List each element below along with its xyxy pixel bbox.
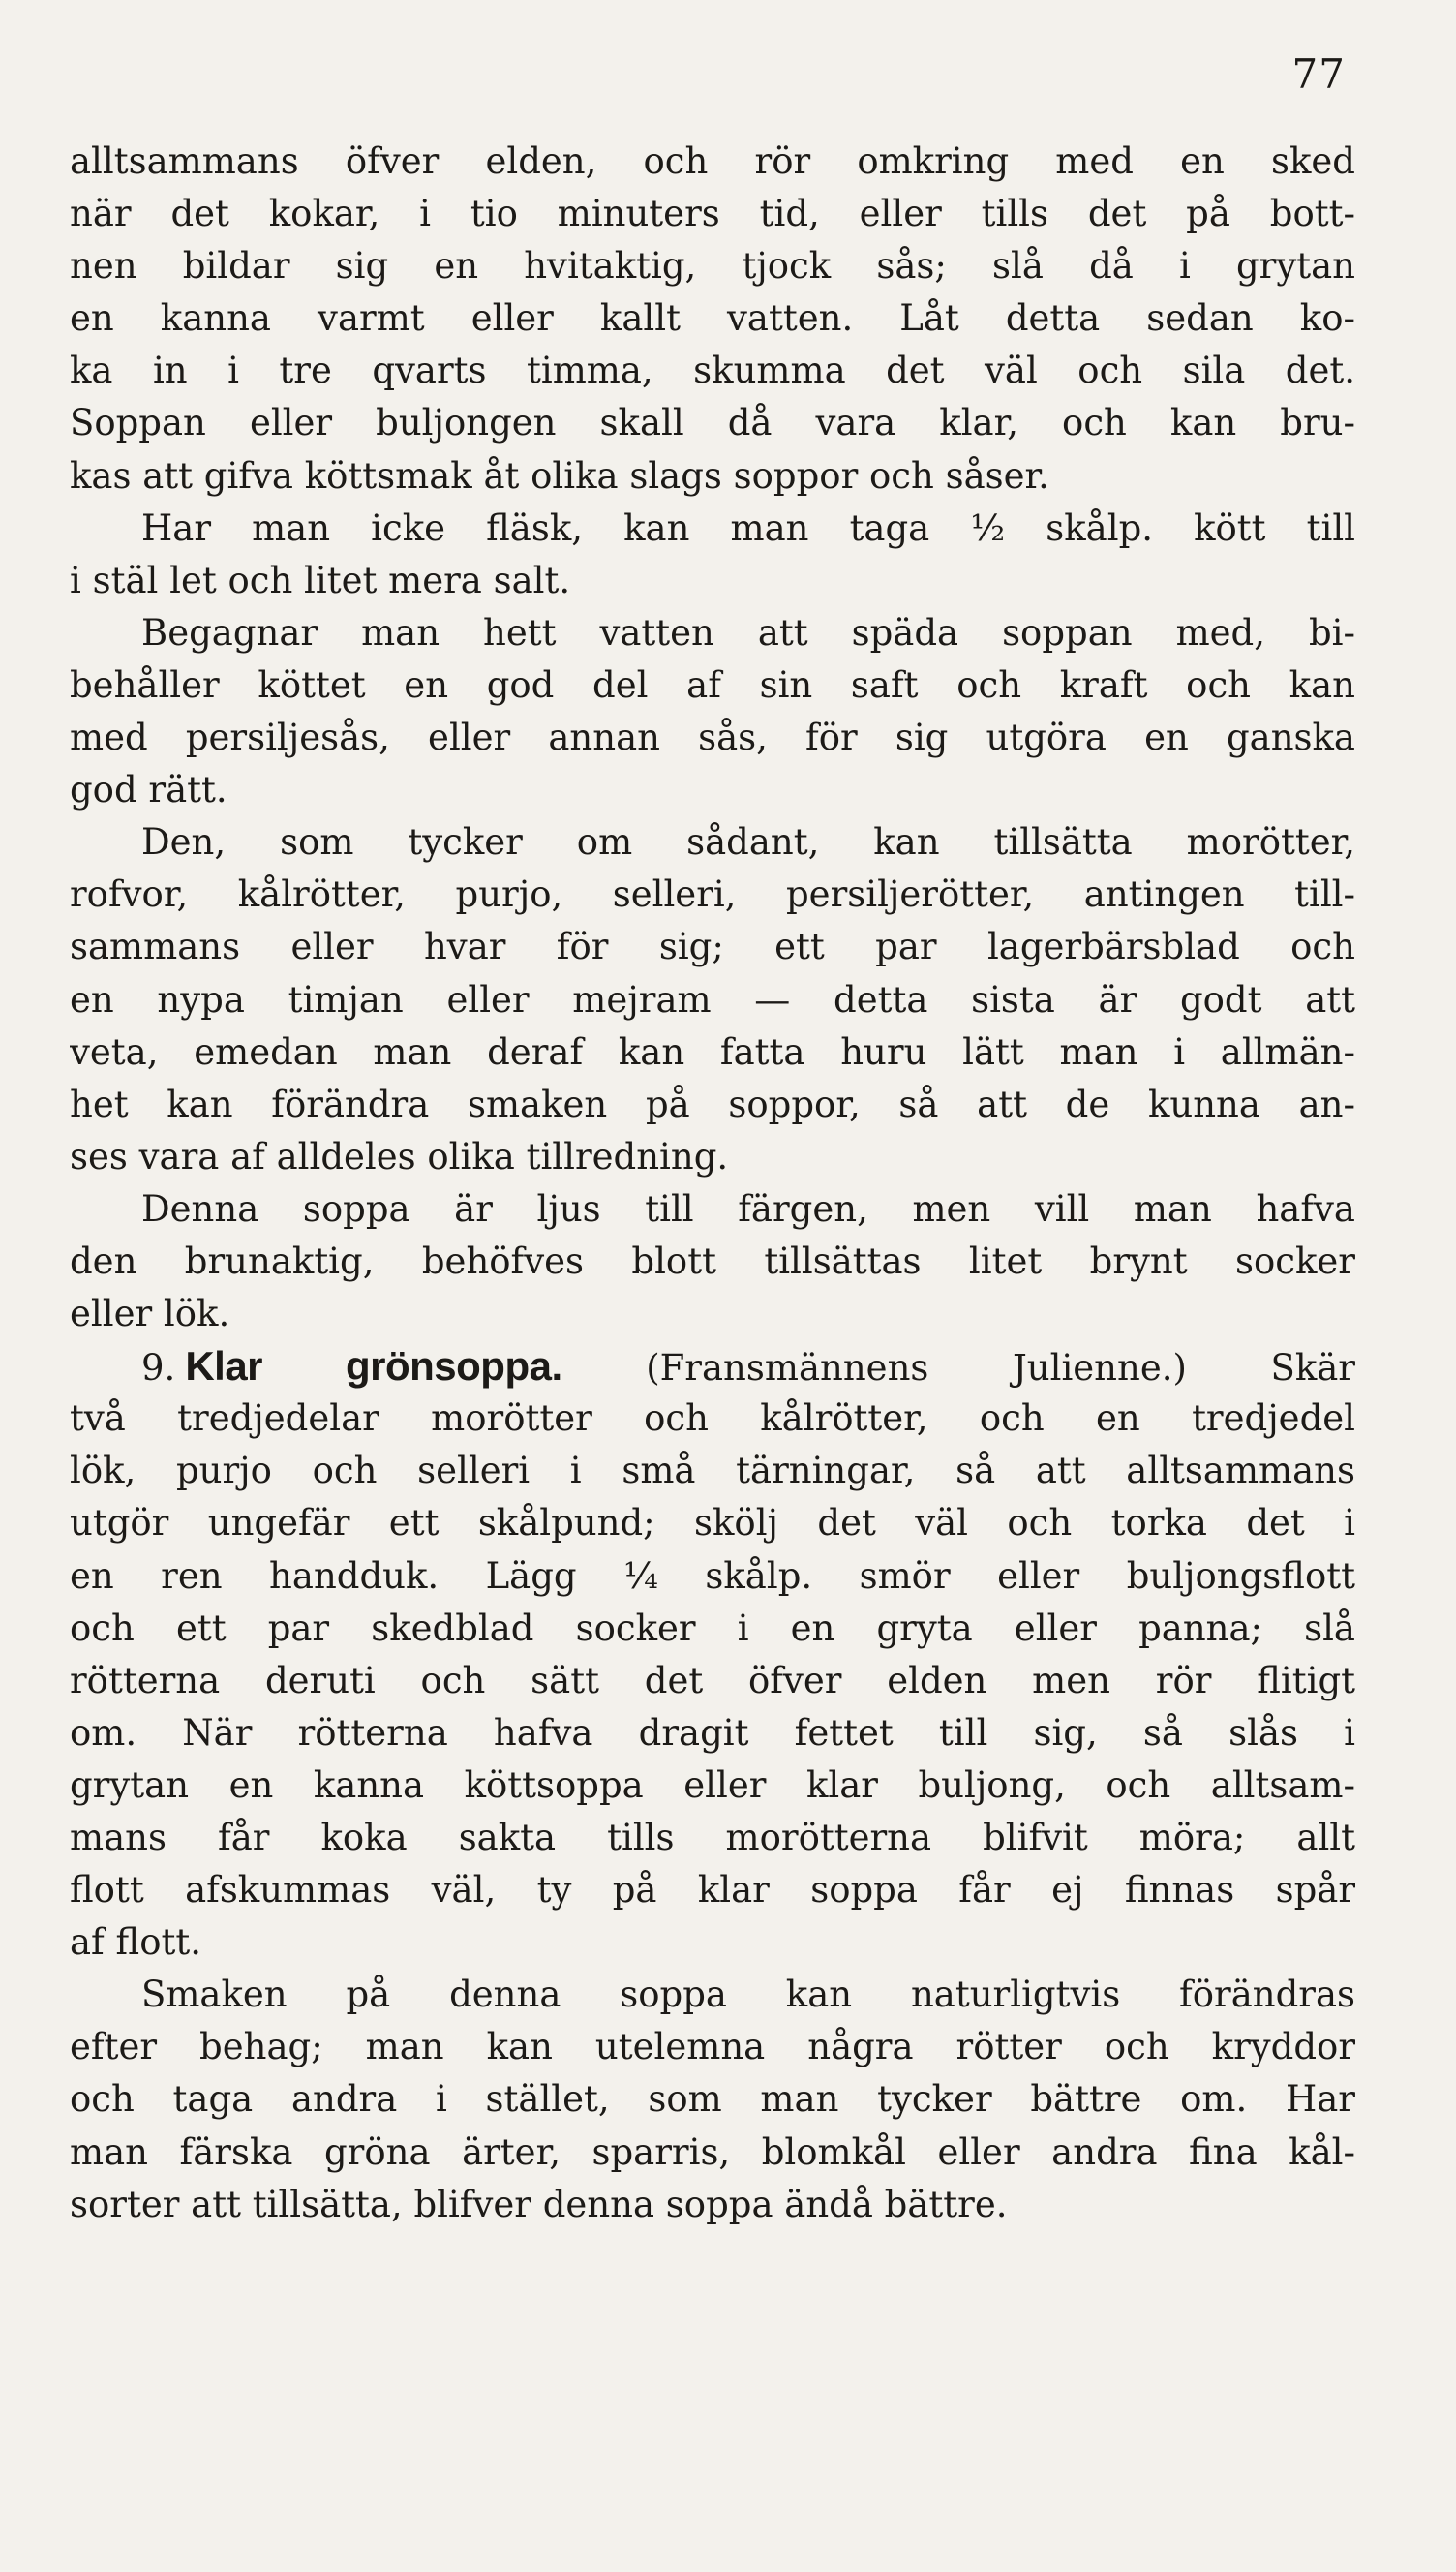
text-line: het kan förändra smaken på soppor, så att de kunna an- — [70, 1083, 1355, 1125]
text-line: Har man icke fläsk, kan man taga ½ skålp. kött till — [141, 506, 1355, 549]
text-line: om. När rötterna hafva dragit fettet till sig, så slås i — [70, 1711, 1355, 1754]
page-number: 77 — [1291, 50, 1346, 98]
text-line: i stäl let och litet mera salt. — [70, 559, 571, 601]
text-line: man färska gröna ärter, sparris, blomkål eller andra fina kål- — [70, 2130, 1355, 2173]
text-line: kas att gifva köttsmak åt olika slags soppor och såser. — [70, 454, 1049, 497]
text-line: behåller köttet en god del af sin saft och kraft och kan — [70, 663, 1355, 706]
text-line: rofvor, kålrötter, purjo, selleri, persiljerötter, antingen till- — [70, 873, 1355, 916]
text-line: utgör ungefär ett skålpund; skölj det väl och torka det i — [70, 1502, 1355, 1545]
text-line: rötterna deruti och sätt det öfver elden men rör flitigt — [70, 1659, 1355, 1701]
text-line: en ren handduk. Lägg ¼ skålp. smör eller buljongsflott — [70, 1554, 1355, 1597]
text-line: Soppan eller buljongen skall då vara klar, och kan bru- — [70, 402, 1355, 444]
text-line: och taga andra i stället, som man tycker bättre om. Har — [70, 2078, 1355, 2121]
text-line: nen bildar sig en hvitaktig, tjock sås; slå då i grytan — [70, 245, 1355, 288]
text-line: en nypa timjan eller mejram — detta sista är godt att — [70, 978, 1355, 1021]
text-line: grytan en kanna köttsoppa eller klar buljong, och alltsam- — [70, 1763, 1355, 1806]
text-line: lök, purjo och selleri i små tärningar, så att alltsammans — [70, 1450, 1355, 1492]
text-line: flott afskummas väl, ty på klar soppa får ej finnas spår — [70, 1869, 1355, 1912]
text-line: Begagnar man hett vatten att späda soppan med, bi- — [141, 611, 1355, 654]
text-line: god rätt. — [70, 769, 228, 811]
text-line: mans får koka sakta tills morötterna blifvit möra; allt — [70, 1817, 1355, 1858]
text-line: alltsammans öfver elden, och rör omkring med en sked — [70, 140, 1355, 182]
text-line: ka in i tre qvarts timma, skumma det väl och sila det. — [70, 350, 1355, 392]
text-line: Smaken på denna soppa kan naturligtvis förändras — [141, 1974, 1355, 2016]
text-line: Denna soppa är ljus till färgen, men vill man hafva — [141, 1187, 1355, 1230]
recipe-heading-line — [70, 1340, 1355, 1393]
book-page — [70, 39, 1355, 2533]
recipe-title: Klar grönsoppa. — [185, 1343, 562, 1390]
body-text — [70, 136, 1355, 2231]
text-line: efter behag; man kan utelemna några rötter och kryddor — [70, 2026, 1355, 2068]
text-line: Den, som tycker om sådant, kan tillsätta morötter, — [141, 821, 1355, 864]
text-line: sorter att tillsätta, blifver denna soppa ändå bättre. — [70, 2183, 1008, 2225]
text-line: den brunaktig, behöfves blott tillsättas litet brynt socker — [70, 1240, 1355, 1282]
text-line: när det kokar, i tio minuters tid, eller tills det på bott- — [70, 193, 1355, 235]
text-line: af flott. — [70, 1921, 201, 1964]
text-line: och ett par skedblad socker i en gryta eller panna; slå — [70, 1607, 1355, 1649]
text-line: två tredjedelar morötter och kålrötter, och en tredjedel — [70, 1397, 1355, 1440]
text-line: veta, emedan man deraf kan fatta huru lätt man i allmän- — [70, 1030, 1355, 1073]
text-line: sammans eller hvar för sig; ett par lagerbärsblad och — [70, 926, 1355, 968]
recipe-number: 9. — [141, 1347, 176, 1390]
recipe-intro: (Fransmännens Julienne.) Skär — [646, 1347, 1355, 1390]
text-line: eller lök. — [70, 1293, 230, 1335]
text-line: ses vara af alldeles olika tillredning. — [70, 1135, 729, 1178]
text-line: en kanna varmt eller kallt vatten. Låt detta sedan ko- — [70, 297, 1355, 340]
text-line: med persiljesås, eller annan sås, för sig utgöra en ganska — [70, 717, 1355, 759]
